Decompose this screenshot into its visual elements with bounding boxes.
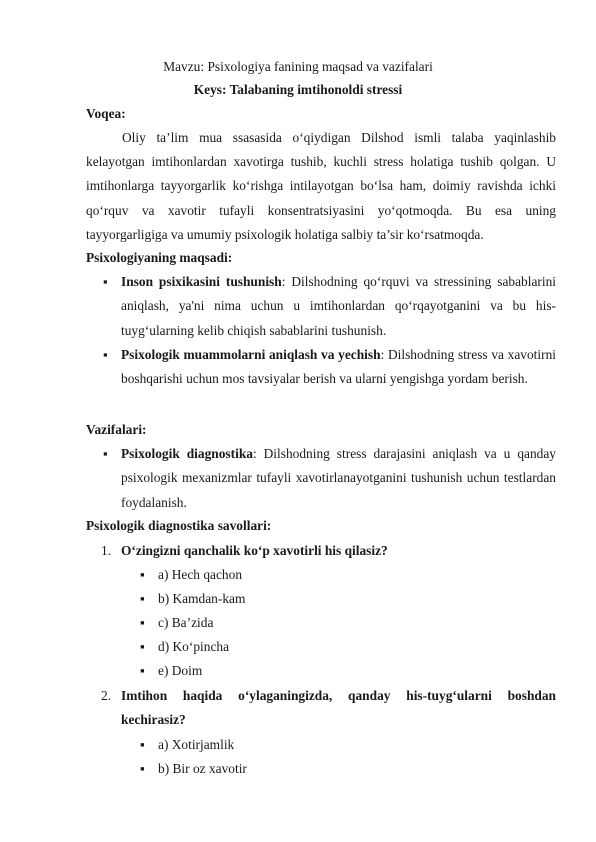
option-label: a) Hech qachon bbox=[158, 567, 243, 582]
bullet-icon: ▪ bbox=[103, 274, 108, 289]
question-text: O‘zingizni qanchalik ko‘p xavotirli his qilasiz? bbox=[121, 543, 388, 558]
answer-option bbox=[140, 663, 203, 679]
document-title: Mavzu: Psixologiya fanining maqsad va vazifalari bbox=[163, 59, 433, 74]
bullet-icon: ▪ bbox=[140, 761, 145, 776]
answer-option bbox=[140, 639, 230, 655]
answer-option bbox=[140, 761, 247, 777]
bullet-icon: ▪ bbox=[103, 446, 108, 461]
bullet-icon: ▪ bbox=[140, 639, 145, 654]
option-label: c) Ba’zida bbox=[158, 615, 214, 630]
event-paragraph: Oliy ta’lim mua ssasasida o‘qiydigan Dilshod ismli talaba yaqinlashib kelayotgan imtihonlardan xavotirga tushib, kuchli stress holatiga tushib qolgan. U imtihonlarga tayyorgarlik ko‘rishga intilayotgan bo‘lsa ham, doimiy ravishda ichki qo‘rquv va xavotir tufayli konsentratsiyasini yo‘qotmoqda. Bu esa uning tayyorgarligiga va umumiy psixologik holatiga salbiy ta’sir ko‘rsatmoqda. bbox=[86, 130, 556, 242]
option-label: e) Doim bbox=[158, 663, 203, 678]
bullet-icon: ▪ bbox=[103, 347, 108, 362]
option-label: d) Ko‘pincha bbox=[158, 639, 230, 654]
diagnostics-heading: Psixologik diagnostika savollari: bbox=[86, 518, 272, 533]
goal-text: : Dilshodning stress va xavotirni boshqarishi uchun mos tavsiyalar berish va ularni yengishga yordam berish. bbox=[121, 347, 556, 387]
task-text: : Dilshodning stress darajasini aniqlash va u qanday psixologik mexanizmlar tufayli xavotirlanayotganini tushunish uchun testlardan foydalanish. bbox=[121, 446, 556, 510]
goals-heading: Psixologiyaning maqsadi: bbox=[86, 250, 233, 265]
bullet-icon: ▪ bbox=[140, 737, 145, 752]
answer-option bbox=[140, 737, 235, 753]
bullet-icon: ▪ bbox=[140, 615, 145, 630]
bullet-icon: ▪ bbox=[140, 567, 145, 582]
task-item bbox=[103, 442, 556, 515]
question-number: 2. bbox=[101, 688, 112, 703]
goal-lead: Psixologik muammolarni aniqlash va yechish bbox=[121, 347, 381, 362]
answer-option bbox=[140, 591, 246, 607]
goal-item bbox=[103, 270, 556, 343]
option-label: b) Bir oz xavotir bbox=[158, 761, 247, 776]
goal-item bbox=[103, 343, 556, 392]
case-title: Keys: Talabaning imtihonoldi stressi bbox=[193, 82, 403, 97]
goal-lead: Inson psixikasini tushunish bbox=[121, 274, 282, 289]
answer-option bbox=[140, 567, 243, 583]
bullet-icon: ▪ bbox=[140, 591, 145, 606]
bullet-icon: ▪ bbox=[140, 663, 145, 678]
option-label: a) Xotirjamlik bbox=[158, 737, 235, 752]
answer-option bbox=[140, 615, 214, 631]
question-number: 1. bbox=[101, 543, 112, 558]
question-text: Imtihon haqida o‘ylaganingizda, qanday his-tuyg‘ularni boshdan kechirasiz? bbox=[121, 688, 556, 728]
event-heading: Voqea: bbox=[86, 106, 126, 121]
tasks-heading: Vazifalari: bbox=[86, 422, 147, 437]
option-label: b) Kamdan-kam bbox=[158, 591, 246, 606]
task-lead: Psixologik diagnostika bbox=[121, 446, 253, 461]
goal-text: : Dilshodning qo‘rquvi va stressining sabablarini aniqlash, ya'ni nima uchun u imtihonlardan qo‘rqayotganini va bu his-tuyg‘ularning kelib chiqish sabablarini tushunish. bbox=[121, 274, 556, 338]
